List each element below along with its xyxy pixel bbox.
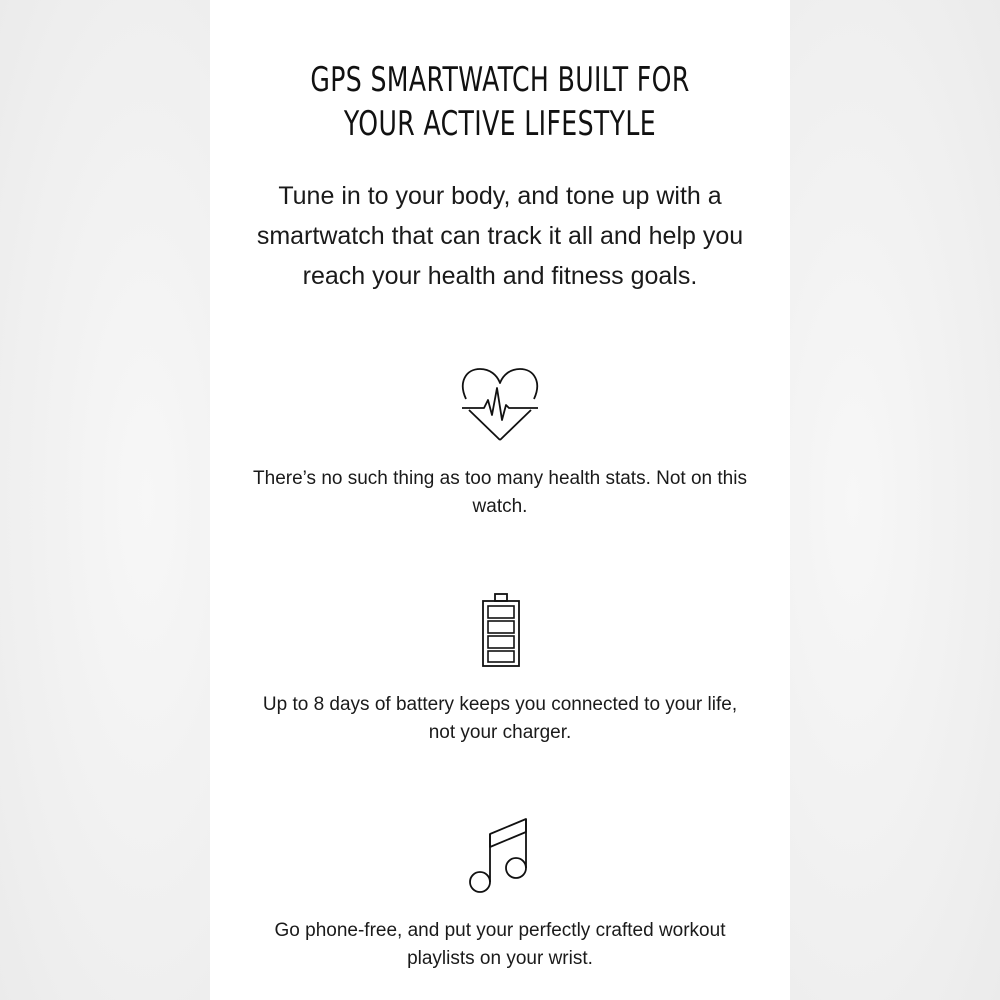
feature-health-text: There’s no such thing as too many health stats. Not on this watch.: [253, 468, 747, 517]
page-title-line-1: GPS SMARTWATCH BUILT FOR: [310, 60, 690, 100]
page-title-line-2: YOUR ACTIVE LIFESTYLE: [343, 104, 657, 144]
feature-battery-text: Up to 8 days of battery keeps you connected to your life, not your charger.: [262, 694, 738, 743]
heart-rate-icon: [460, 366, 540, 444]
music-note-icon: [467, 816, 533, 896]
content-panel: [210, 0, 790, 1000]
feature-music-text: Go phone-free, and put your perfectly crafted workout playlists on your wrist.: [274, 920, 726, 969]
page-title: [285, 58, 714, 146]
background-right: [790, 0, 1000, 1000]
intro-text: Tune in to your body, and tone up with a smartwatch that can track it all and help you reach your health and fitness goals.: [256, 182, 744, 290]
background-left: [0, 0, 210, 1000]
battery-icon: [481, 592, 521, 668]
